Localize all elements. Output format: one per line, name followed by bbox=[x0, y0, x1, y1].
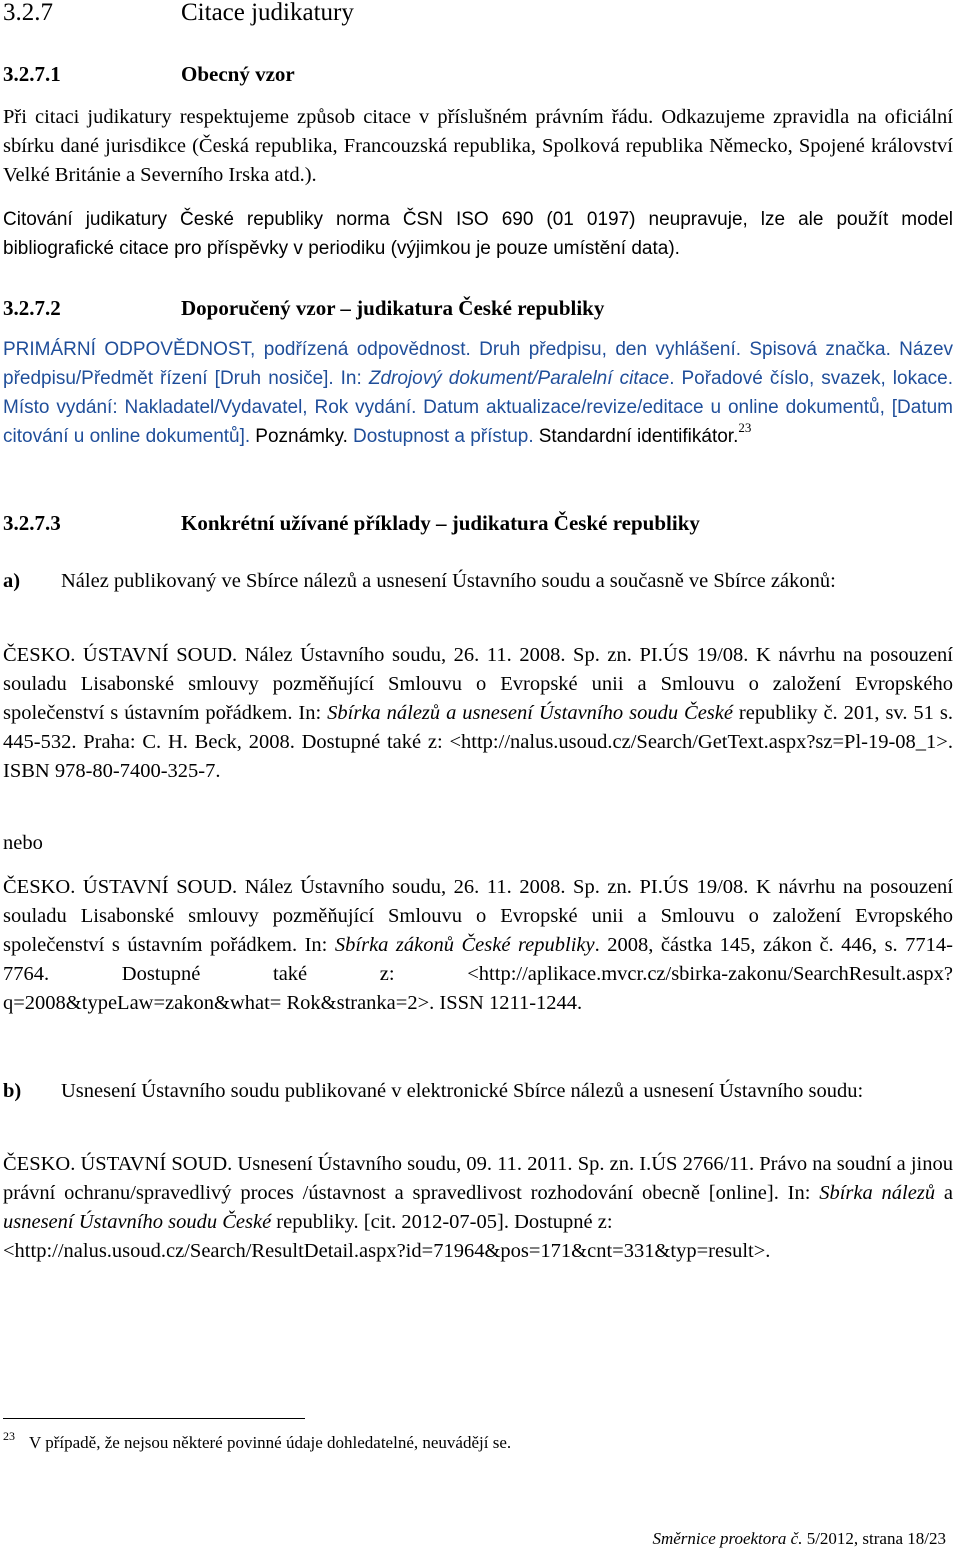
page-footer bbox=[652, 1524, 946, 1553]
template-sequence: Pořadové číslo, svazek, lokace. bbox=[681, 368, 954, 389]
template-file-number: Spisová značka. bbox=[749, 339, 891, 360]
template-responsibility: PRIMÁRNÍ ODPOVĚDNOST, podřízená odpovědnost. bbox=[3, 339, 471, 360]
citation-3-source-2: usnesení Ústavního soudu České bbox=[3, 1211, 272, 1233]
subsection-number-2: 3.2.7.2 bbox=[3, 296, 61, 320]
citation-1-rest: republiky č. 201, sv. 51 s. 445-532. Praha: C. H. Beck, 2008. Dostupné také z: <http://nalus.usoud.cz/Search/GetText.aspx?sz=Pl-19-08_1>. ISBN 978-80-7400-325-7. bbox=[3, 702, 953, 782]
footer-document-name: Směrnice proektora č. bbox=[652, 1529, 803, 1548]
citation-example-1 bbox=[3, 641, 953, 786]
list-text-b: Usnesení Ústavního soudu publikované v elektronické Sbírce nálezů a usnesení Ústavního soudu: bbox=[61, 1080, 864, 1102]
citation-1-source: Sbírka nálezů a usnesení Ústavního soudu České bbox=[327, 702, 733, 724]
template-title: Název předpisu/Předmět řízení [Druh nosiče]. bbox=[3, 339, 954, 389]
citation-3-url: <http://nalus.usoud.cz/Search/ResultDetail.aspx?id=71964&pos=171&cnt=331&typ=result>. bbox=[3, 1240, 771, 1262]
list-item-b bbox=[3, 1077, 953, 1106]
footnote-divider bbox=[3, 1418, 305, 1419]
footnote-text: V případě, že nejsou některé povinné údaje dohledatelné, neuvádějí se. bbox=[29, 1433, 512, 1452]
citation-2-text: ČESKO. ÚSTAVNÍ SOUD. Nález Ústavního soudu, 26. 11. 2008. Sp. zn. PI.ÚS 19/08. K návrhu na posouzení souladu Lisabonské smlouvy pozměňující Smlouvu o Evropské unii a Smlouvu o založení Evropského společenství s ústavním pořádkem. In: bbox=[3, 876, 953, 956]
citation-example-3 bbox=[3, 1150, 953, 1237]
subsection-number-1: 3.2.7.1 bbox=[3, 62, 61, 86]
subsection-heading-3 bbox=[3, 509, 700, 538]
subsection-title-1: Obecný vzor bbox=[181, 62, 295, 86]
subsection-title-3: Konkrétní užívané příklady – judikatura České republiky bbox=[181, 511, 700, 535]
template-availability: Dostupnost a přístup. bbox=[353, 426, 534, 447]
footnote-number: 23 bbox=[3, 1429, 15, 1443]
footnote-reference[interactable]: 23 bbox=[738, 420, 752, 435]
template-source-document: Zdrojový dokument/Paralelní citace bbox=[368, 368, 670, 389]
template-dates: Datum aktualizace/revize/editace u online dokumentů, [Datum citování u online dokumentů]. bbox=[3, 397, 953, 447]
or-separator: nebo bbox=[3, 832, 43, 854]
template-type-date: Druh předpisu, den vyhlášení. bbox=[479, 339, 742, 360]
template-identifier: Standardní identifikátor. bbox=[538, 426, 739, 447]
section-title: Citace judikatury bbox=[181, 0, 354, 26]
citation-3-text: ČESKO. ÚSTAVNÍ SOUD. Usnesení Ústavního soudu, 09. 11. 2011. Sp. zn. I.ÚS 2766/11. Právo na soudní a jinou právní ochranu/spravedlivý proces /ústavnost a spravedlivost rozhodování obecně [online]. In: bbox=[3, 1153, 953, 1204]
list-text-a: Nález publikovaný ve Sbírce nálezů a usnesení Ústavního soudu a současně ve Sbírce zákonů: bbox=[61, 570, 836, 592]
citation-3-rest: republiky. [cit. 2012-07-05]. Dostupné z: bbox=[271, 1211, 613, 1233]
section-heading bbox=[3, 0, 354, 28]
template-in-prefix: In: bbox=[340, 368, 369, 389]
citation-1-text: ČESKO. ÚSTAVNÍ SOUD. Nález Ústavního soudu, 26. 11. 2008. Sp. zn. PI.ÚS 19/08. K návrhu na posouzení souladu Lisabonské smlouvy pozměňující Smlouvu o Evropské unii a Smlouvu o založení Evropského společenství s ústavním pořádkem. In: bbox=[3, 644, 953, 724]
citation-3-connector: a bbox=[935, 1182, 953, 1204]
citation-2-source: Sbírka zákonů České republiky bbox=[334, 934, 595, 956]
template-in-suffix: . bbox=[669, 368, 675, 389]
template-publication: Místo vydání: Nakladatel/Vydavatel, Rok vydání. bbox=[3, 397, 417, 418]
subsection-heading-1 bbox=[3, 60, 295, 89]
citation-2-rest: . 2008, částka 145, zákon č. 446, s. 7714-7764. Dostupné také z: <http://aplikace.mvcr.cz/sbirka-zakonu/SearchResult.aspx?q=2008&typeLaw=zakon&what= Rok&stranka=2>. ISSN 1211-1244. bbox=[3, 934, 954, 1014]
footer-page-info: 5/2012, strana 18/23 bbox=[802, 1529, 946, 1548]
list-label-a: a) bbox=[3, 570, 21, 592]
list-item-a bbox=[3, 567, 953, 596]
section-number: 3.2.7 bbox=[3, 0, 53, 26]
citation-3-source: Sbírka nálezů bbox=[819, 1182, 936, 1204]
paragraph-czech-norm: Citování judikatury České republiky norma ČSN ISO 690 (01 0197) neupravuje, lze ale použít model bibliografické citace pro příspěvky v periodiku (výjimkou je pouze umístění data). bbox=[3, 209, 953, 259]
footnote bbox=[3, 1429, 512, 1454]
list-label-b: b) bbox=[3, 1080, 22, 1102]
subsection-number-3: 3.2.7.3 bbox=[3, 511, 61, 535]
citation-example-2 bbox=[3, 873, 953, 1018]
citation-template bbox=[3, 335, 953, 451]
subsection-title-2: Doporučený vzor – judikatura České republiky bbox=[181, 296, 605, 320]
paragraph-general-rule: Při citaci judikatury respektujeme způsob citace v příslušném právním řádu. Odkazujeme zpravidla na oficiální sbírku dané jurisdikce (Česká republika, Francouzská republika, Spolková republika Německo, Spojené království Velké Británie a Severního Irska atd.). bbox=[3, 106, 953, 186]
template-notes: Poznámky. bbox=[255, 426, 348, 447]
subsection-heading-2 bbox=[3, 294, 604, 323]
